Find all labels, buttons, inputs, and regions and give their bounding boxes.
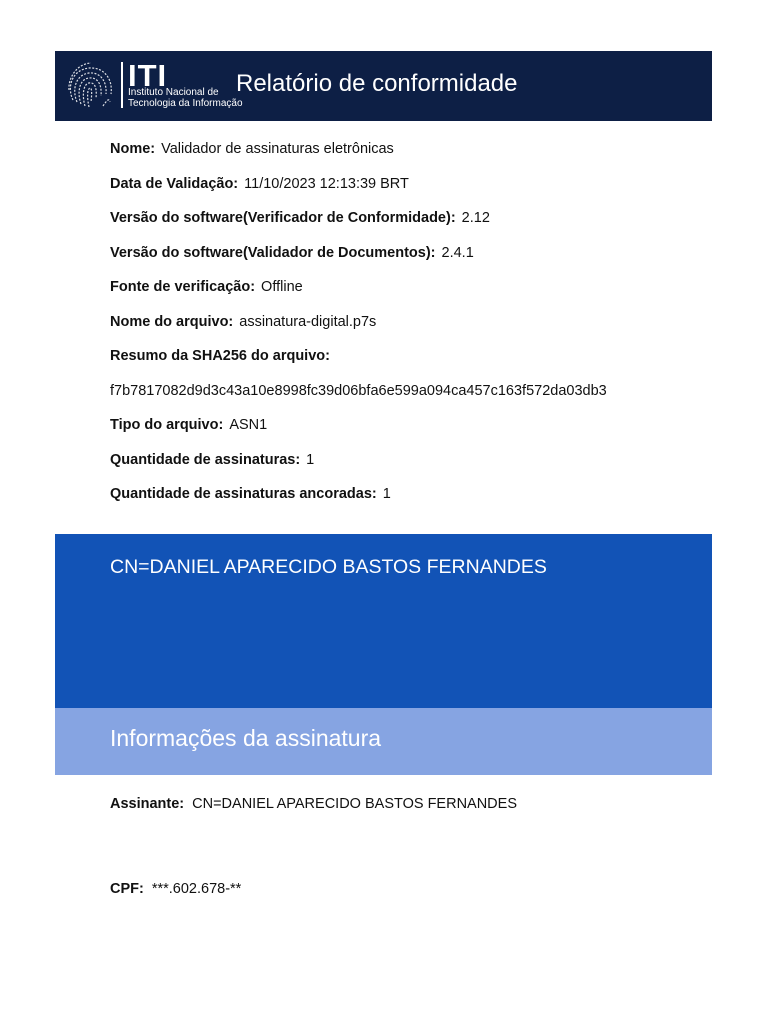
field-label: Quantidade de assinaturas ancoradas: [110,486,377,502]
logo-subtitle-line-1: Instituto Nacional de [128,87,219,98]
iti-logo-subtitle [128,87,248,109]
field-value: ASN1 [229,417,268,433]
signer-row [110,796,517,813]
signer-value: CN=DANIEL APARECIDO BASTOS FERNANDES [192,796,517,812]
logo-subtitle-line-2: Tecnologia da Informação [128,98,243,109]
signature-info-title: Informações da assinatura [110,725,382,751]
report-header [55,51,712,121]
field-label: Quantidade de assinaturas: [110,451,301,468]
iti-logo-text: ITI [128,58,168,93]
field-value: 11/10/2023 12:13:39 BRT [244,175,409,192]
signer-label: Assinante: [110,796,185,812]
field-label: Fonte de verificação: [110,279,256,295]
field-row-sha256-value [110,383,710,418]
fingerprint-icon [65,60,115,112]
field-row-verification-source [110,279,710,314]
field-value: Validador de assinaturas eletrônicas [161,141,394,157]
report-fields [110,141,710,521]
field-value: 1 [306,451,315,468]
field-value: Offline [261,279,303,295]
field-row-name [110,141,710,176]
field-row-verifier-version [110,210,710,245]
field-value: assinatura-digital.p7s [239,313,377,330]
field-value: 1 [382,486,391,502]
field-row-file-name [110,314,710,349]
signer-section [55,534,712,708]
field-label: Versão do software(Validador de Documentos): [110,244,436,261]
sha256-hash: f7b7817082d9d3c43a10e8998fc39d06bfa6e599a094ca457c163f572da03db3 [110,382,607,399]
field-value: 2.12 [461,210,490,226]
logo-divider [121,62,123,108]
signature-info-section [55,708,712,775]
field-row-sha256-label [110,348,710,383]
field-label: Nome: [110,141,156,157]
signer-name-heading: CN=DANIEL APARECIDO BASTOS FERNANDES [110,556,547,578]
page-title: Relatório de conformidade [236,70,518,97]
field-row-anchored-signature-count [110,486,710,521]
field-label: Versão do software(Verificador de Conformidade): [110,210,456,226]
cpf-row [110,881,241,898]
field-row-signature-count [110,452,710,487]
field-row-file-type [110,417,710,452]
field-label: Data de Validação: [110,175,239,192]
field-label: Resumo da SHA256 do arquivo: [110,348,330,364]
field-row-validation-date [110,176,710,211]
field-value: 2.4.1 [441,244,474,261]
field-row-validator-version [110,245,710,280]
field-label: Nome do arquivo: [110,313,234,330]
cpf-value: ***.602.678-** [151,881,242,897]
field-label: Tipo do arquivo: [110,417,224,433]
cpf-label: CPF: [110,881,144,897]
